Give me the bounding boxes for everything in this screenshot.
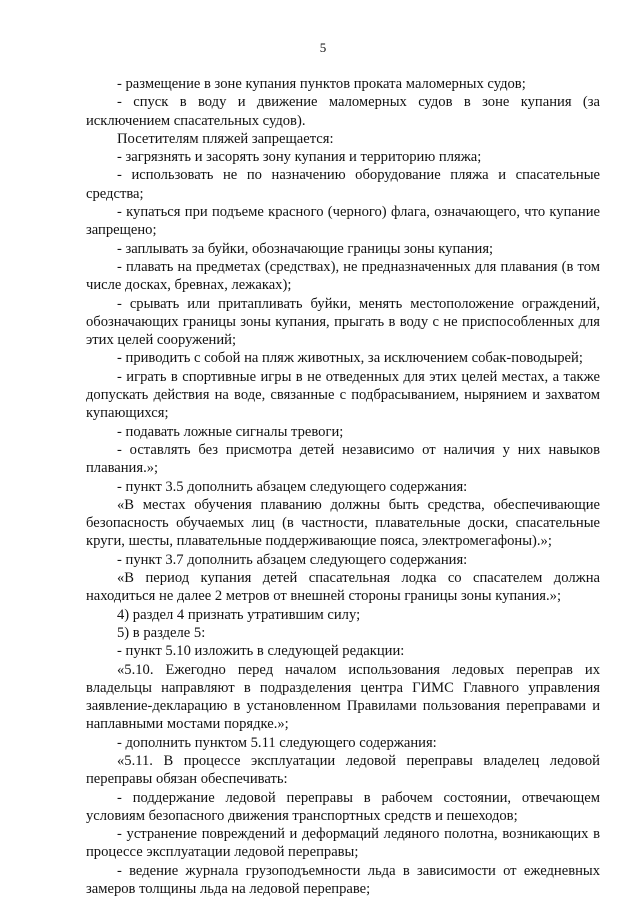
paragraph: «5.10. Ежегодно перед началом использования ледовых переправ их владельцы направляют в подразделения центра ГИМС Главного управления заявление-декларацию в установленном Правилами пользования переправами и наплавными мостами порядке.»; xyxy=(86,661,600,733)
paragraph: 5) в разделе 5: xyxy=(117,624,206,641)
paragraph: - поддержание ледовой переправы в рабочем состоянии, отвечающем условиям безопасного движения транспортных средств и пешеходов; xyxy=(86,789,600,824)
paragraph: - пункт 3.5 дополнить абзацем следующего содержания: xyxy=(117,478,468,495)
paragraph: - ведение журнала грузоподъемности льда в зависимости от ежедневных замеров толщины льда на ледовой переправе; xyxy=(86,862,600,898)
document-body xyxy=(86,75,600,898)
paragraph: - спуск в воду и движение маломерных судов в зоне купания (за исключением спасательных судов). xyxy=(86,94,600,129)
page-number: 5 xyxy=(319,40,327,55)
paragraph: «В период купания детей спасательная лодка со спасателем должна находиться не далее 2 метров от внешней стороны границы зоны купания.»; xyxy=(86,570,600,605)
paragraph: - купаться при подъеме красного (черного) флага, означающего, что купание запрещено; xyxy=(86,204,600,239)
paragraph: - устранение повреждений и деформаций ледяного полотна, возникающих в процессе эксплуатации ледовой переправы; xyxy=(86,826,600,861)
paragraph: - подавать ложные сигналы тревоги; xyxy=(117,423,344,440)
paragraph: - пункт 3.7 дополнить абзацем следующего содержания: xyxy=(117,551,468,568)
paragraph: - срывать или притапливать буйки, менять местоположение ограждений, обозначающих границы зоны купания, прыгать в воду с не приспособленных для этих целей сооружений; xyxy=(86,295,600,349)
paragraph: - приводить с собой на пляж животных, за исключением собак-поводырей; xyxy=(117,350,583,367)
paragraph: - дополнить пунктом 5.11 следующего содержания: xyxy=(117,734,437,751)
paragraph: - загрязнять и засорять зону купания и территорию пляжа; xyxy=(117,149,482,166)
paragraph: - заплывать за буйки, обозначающие границы зоны купания; xyxy=(117,240,494,257)
paragraph: - играть в спортивные игры в не отведенных для этих целей местах, а также допускать действия на воде, связанные с подбрасыванием, нырянием и захватом купающихся; xyxy=(86,368,600,422)
paragraph: - плавать на предметах (средствах), не предназначенных для плавания (в том числе досках, бревнах, лежаках); xyxy=(86,258,600,294)
paragraph: Посетителям пляжей запрещается: xyxy=(117,130,334,147)
paragraph: - пункт 5.10 изложить в следующей редакции: xyxy=(117,643,405,660)
paragraph: - оставлять без присмотра детей независимо от наличия у них навыков плавания.»; xyxy=(86,441,600,477)
paragraph: - использовать не по назначению оборудование пляжа и спасательные средства; xyxy=(86,167,600,202)
paragraph: - размещение в зоне купания пунктов проката маломерных судов; xyxy=(117,76,526,92)
paragraph: 4) раздел 4 признать утратившим силу; xyxy=(117,606,361,623)
paragraph: «5.11. В процессе эксплуатации ледовой переправы владелец ледовой переправы обязан обеспечивать: xyxy=(86,752,600,788)
paragraph: «В местах обучения плаванию должны быть средства, обеспечивающие безопасность обучаемых лиц (в частности, плавательные доски, спасательные круги, шесты, плавательные поддерживающие пояса, электромегафоны).»; xyxy=(86,496,600,550)
